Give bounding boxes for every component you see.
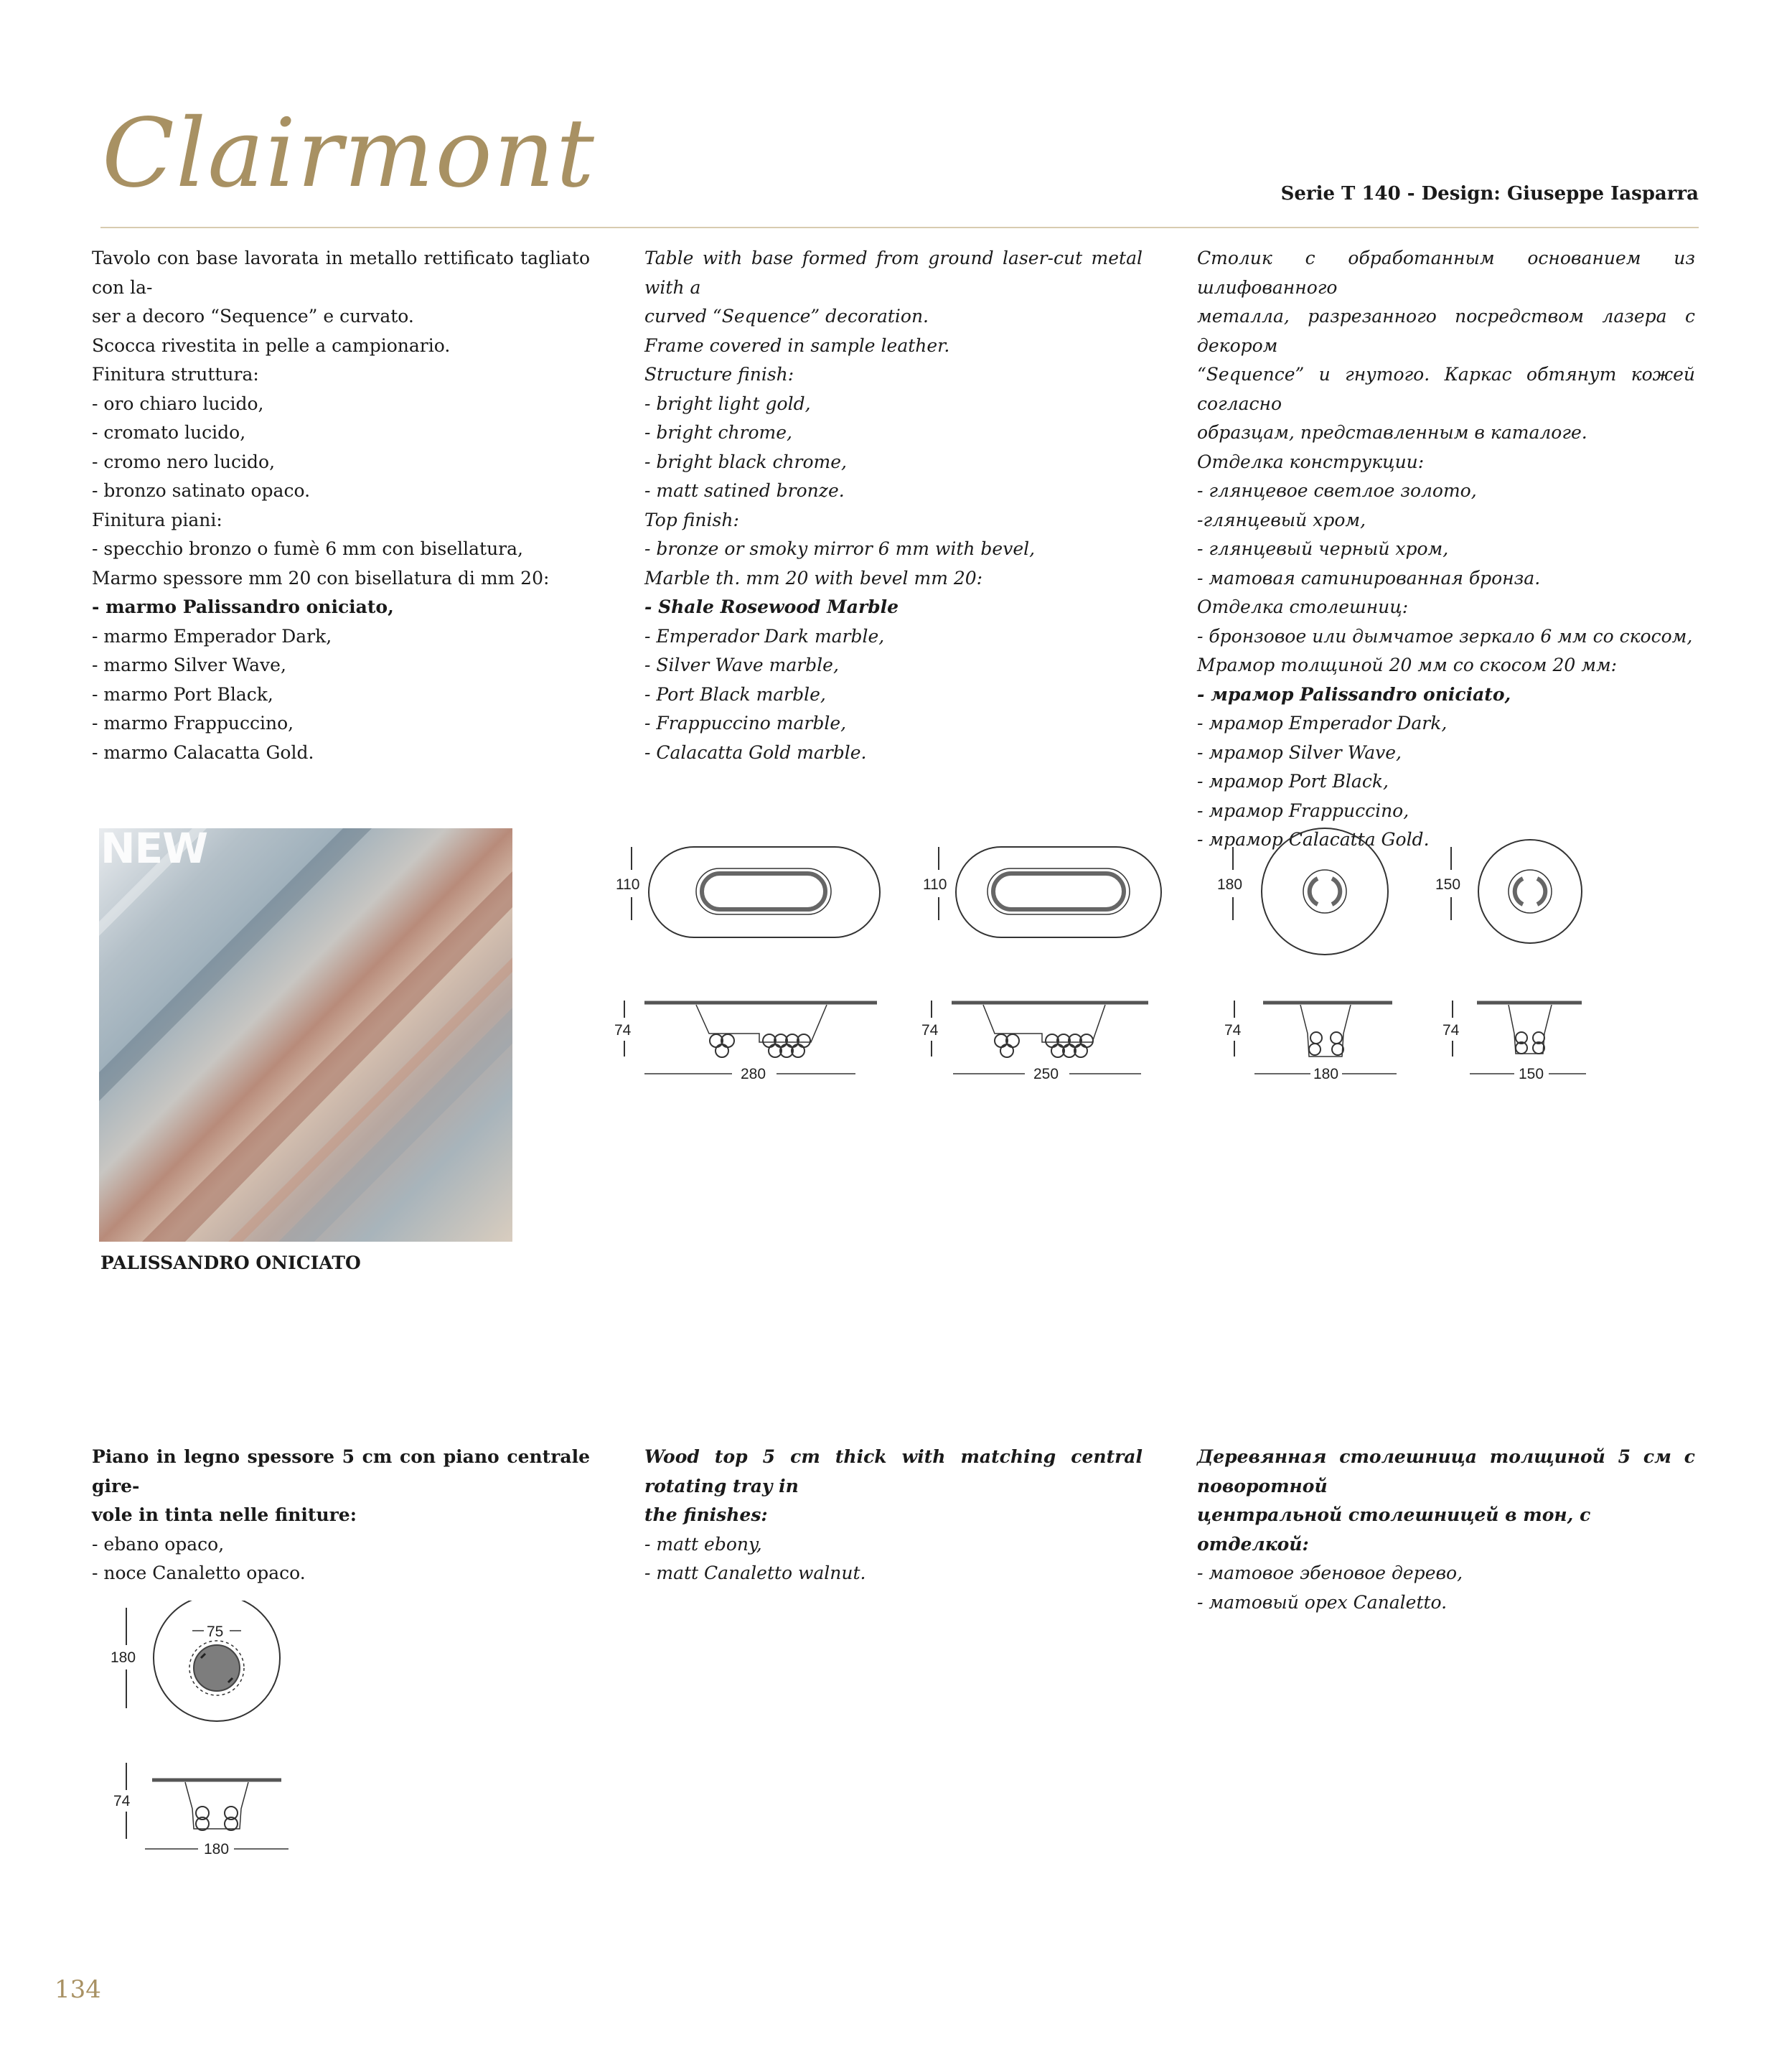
intro-it-line: - bronzo satinato opaco. [92,480,311,501]
intro-it-line: - marmo Frappuccino, [92,713,294,734]
length-label: 180 [204,1841,230,1858]
wood-en-line: Wood top 5 cm thick with matching central rotating tray in [644,1446,1143,1496]
intro-en-line: - bright chrome, [644,422,792,443]
intro-it-line: ser a decoro “Sequence” e curvato. [92,306,414,327]
intro-en-line: Frame covered in sample leather. [644,334,950,356]
intro-ru-line: - мрамор Port Black, [1197,771,1389,792]
intro-it-line: - marmo Port Black, [92,683,273,705]
intro-it-line: - specchio bronzo o fumè 6 mm con bisellatura, [92,538,523,559]
new-badge: NEW [100,824,208,873]
intro-it-line: Marmo spessore mm 20 con bisellatura di mm 20: [92,567,550,589]
page-title: Clairmont [102,98,596,209]
depth-label: 110 [616,876,640,893]
base-pattern [1516,1032,1544,1054]
intro-en-line: - bronze or smoky mirror 6 mm with bevel, [644,538,1036,559]
intro-ru-line: Отделка конструкции: [1197,451,1425,472]
intro-ru-line-highlight: - мрамор Palissandro oniciato, [1197,683,1511,705]
rotating-tray [194,1645,240,1691]
wood-en-line: the finishes: [644,1504,768,1525]
intro-it-line: Scocca rivestita in pelle a campionario. [92,334,451,356]
intro-russian [1197,244,1695,855]
intro-ru-line: -глянцевый хром, [1197,509,1366,530]
header-divider [100,227,1699,228]
wood-it-line: Piano in legno spessore 5 cm con piano centrale gire- [92,1446,590,1496]
wood-russian [1197,1443,1695,1617]
intro-ru-line: металла, разрезанного посредством лазера с декором [1197,306,1695,356]
base-pattern [710,1034,810,1057]
intro-ru-line: - бронзовое или дымчатое зеркало 6 мм со скосом, [1197,625,1693,647]
intro-en-line: - Calacatta Gold marble. [644,741,867,763]
drawing-round-180 [1217,828,1397,1082]
tray-label: 75 [207,1624,224,1640]
intro-it-line: Tavolo con base lavorata in metallo rettificato tagliato con la- [92,248,590,298]
intro-ru-line: Столик с обработанным основанием из шлифованного [1197,248,1695,298]
intro-en-line: Table with base formed from ground laser-cut metal with a [644,248,1143,298]
intro-ru-line: образцам, представленным в каталоге. [1197,422,1587,443]
wood-english [644,1443,1143,1588]
intro-english [644,244,1143,767]
drawing-oval-250 [921,847,1161,1082]
intro-en-line-highlight: - Shale Rosewood Marble [644,596,899,617]
intro-it-line: - marmo Calacatta Gold. [92,741,314,763]
intro-en-line: - Frappuccino marble, [644,713,847,734]
intro-ru-line: - матовая сатинированная бронза. [1197,567,1541,589]
base-pattern [196,1807,238,1830]
intro-ru-line: Мрамор толщиной 20 мм со скосом 20 мм: [1197,655,1618,675]
drawing-oval-280 [614,847,880,1082]
length-label: 150 [1519,1066,1544,1082]
diameter-label: 180 [111,1649,136,1666]
intro-en-line: Marble th. mm 20 with bevel mm 20: [644,567,983,589]
intro-en-line: Top finish: [644,509,739,530]
intro-it-line: - cromo nero lucido, [92,451,276,472]
intro-ru-line: - мрамор Calacatta Gold. [1197,829,1430,850]
height-label: 74 [1442,1022,1460,1039]
series-designer: Serie T 140 - Design: Giuseppe Iasparra [1280,183,1699,205]
intro-ru-line: - мрамор Silver Wave, [1197,741,1402,763]
intro-it-line: Finitura piani: [92,509,222,530]
wood-en-line: - matt Canaletto walnut. [644,1563,866,1583]
intro-it-line-highlight: - marmo Palissandro oniciato, [92,596,394,617]
wood-en-line: - matt ebony, [644,1533,762,1555]
base-pattern [1309,1032,1343,1055]
intro-en-line: - Port Black marble, [644,683,826,705]
intro-it-line: - marmo Silver Wave, [92,655,286,675]
drawing-round-150 [1435,840,1586,1082]
wood-top-drawing [100,1601,316,1873]
depth-label: 110 [923,876,947,893]
intro-ru-line: - мрамор Frappuccino, [1197,800,1409,821]
wood-it-line: - noce Canaletto opaco. [92,1563,306,1583]
depth-label: 150 [1435,876,1461,893]
base-pattern [995,1034,1093,1057]
marble-sample-image [99,828,512,1242]
intro-ru-line: Отделка столешниц: [1197,596,1409,617]
intro-it-line: Finitura struttura: [92,364,259,385]
intro-en-line: - Silver Wave marble, [644,655,839,675]
intro-it-line: - cromato lucido, [92,422,246,443]
marble-caption: PALISSANDRO ONICIATO [100,1252,361,1273]
technical-drawings [603,825,1608,1098]
intro-en-line: - bright light gold, [644,393,811,414]
intro-ru-line: “Sequence” и гнутого. Каркас обтянут кожей согласно [1197,364,1695,414]
intro-ru-line: - глянцевое светлое золото, [1197,480,1477,501]
intro-it-line: - marmo Emperador Dark, [92,625,332,647]
intro-ru-line: - глянцевый черный хром, [1197,538,1449,559]
length-label: 280 [741,1066,766,1082]
wood-it-line: - ebano opaco, [92,1533,225,1555]
page-number: 134 [55,1975,101,2004]
intro-en-line: curved “Sequence” decoration. [644,306,929,327]
length-label: 250 [1033,1066,1059,1082]
intro-en-line: Structure finish: [644,364,794,385]
wood-ru-line: Деревянная столешница толщиной 5 см с поворотной [1197,1446,1695,1496]
wood-ru-line: центральной столешницей в тон, с отделкой: [1197,1504,1591,1555]
wood-italian [92,1443,590,1588]
intro-ru-line: - мрамор Emperador Dark, [1197,713,1448,734]
intro-en-line: - Emperador Dark marble, [644,625,885,647]
wood-it-line: vole in tinta nelle finiture: [92,1504,357,1525]
height-label: 74 [921,1022,939,1039]
intro-en-line: - bright black chrome, [644,451,847,472]
intro-italian [92,244,590,767]
length-label: 180 [1313,1066,1339,1082]
wood-ru-line: - матовый орех Canaletto. [1197,1591,1448,1613]
height-label: 74 [113,1793,131,1809]
depth-label: 180 [1217,876,1243,893]
intro-it-line: - oro chiaro lucido, [92,393,264,414]
height-label: 74 [1224,1022,1242,1039]
height-label: 74 [614,1022,632,1039]
intro-en-line: - matt satined bronze. [644,480,845,501]
wood-ru-line: - матовое эбеновое дерево, [1197,1563,1463,1583]
